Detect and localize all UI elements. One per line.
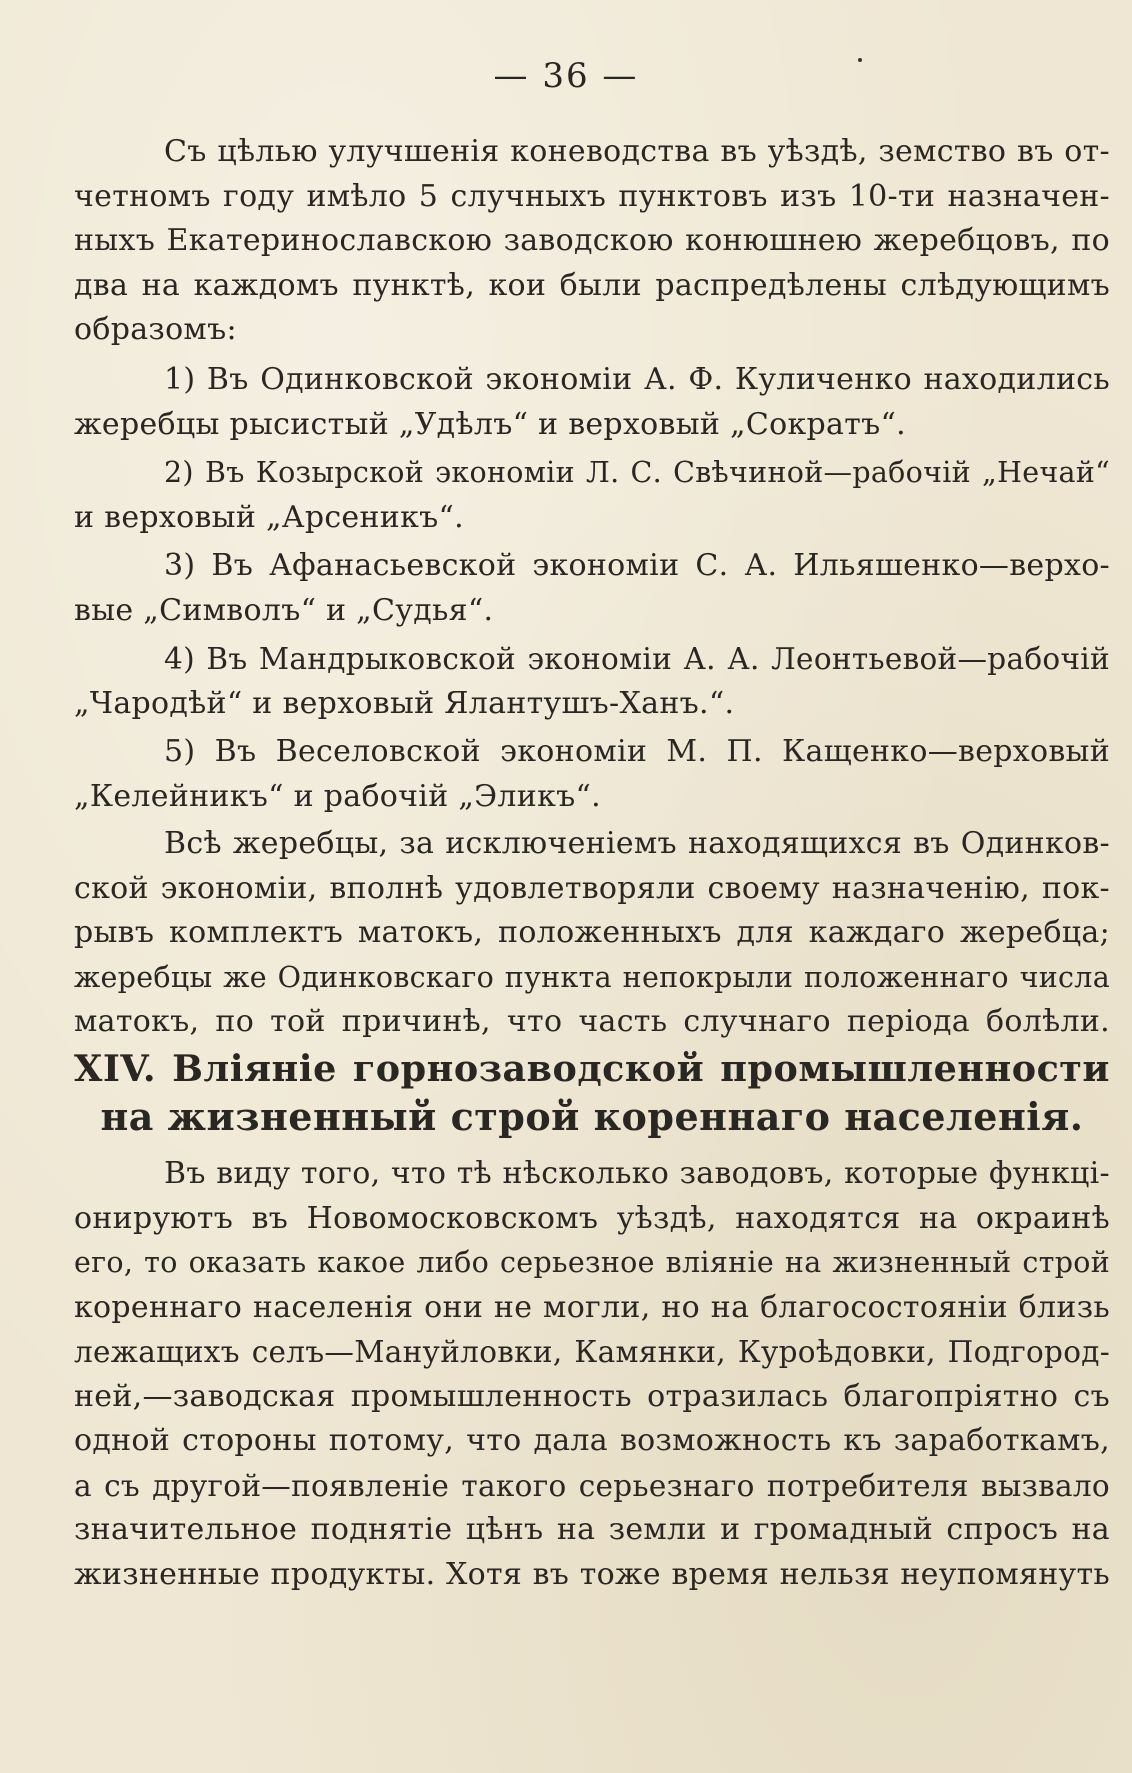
text-line: а съ другой—появленіе такого серьезнаго потребителя вызвало xyxy=(74,1468,1110,1503)
text-line: матокъ, по той причинѣ, что часть случнаго періода болѣли. xyxy=(74,1004,1110,1039)
text-line: четномъ году имѣло 5 случныхъ пунктовъ изъ 10-ти назначен- xyxy=(74,178,1110,214)
text-line: вые „Символъ“ и „Судья“. xyxy=(74,592,494,628)
text-line: рывъ комплектъ матокъ, положенныхъ для каждаго жеребца; xyxy=(74,915,1110,950)
intro-paragraph xyxy=(74,130,1110,353)
section-heading xyxy=(74,1045,1110,1141)
text-line: „Чародѣй“ и верховый Ялантушъ-Ханъ.“. xyxy=(74,685,735,721)
text-line: значительное поднятіе цѣнъ на земли и громадный спросъ на xyxy=(74,1512,1110,1547)
section-body xyxy=(74,1152,1110,1597)
text-line: его, то оказать какое либо серьезное вліяніе на жизненный строй xyxy=(74,1246,1110,1279)
list-item xyxy=(74,730,1110,819)
text-line: ней,—заводская промышленность отразилась благопріятно съ xyxy=(74,1378,1110,1414)
heading-line: XIV. Вліяніе горнозаводской промышленности xyxy=(74,1047,1110,1090)
list-item xyxy=(74,358,1110,447)
text-line: одной стороны потому, что дала возможность къ заработкамъ, xyxy=(74,1423,1110,1458)
heading-line: на жизненный строй кореннаго населенія. xyxy=(100,1094,1084,1139)
text-line: жеребцы же Одинковскаго пункта непокрыли положеннаго числа xyxy=(74,960,1110,994)
page-number: — 36 — xyxy=(493,56,639,96)
text-line: и верховый „Арсеникъ“. xyxy=(74,499,464,535)
text-line: ской экономіи, вполнѣ удовлетворяли своему назначенію, пок- xyxy=(74,870,1110,906)
list-item xyxy=(74,637,1110,726)
ink-speck xyxy=(858,58,862,62)
text-line: жизненные продукты. Хотя въ тоже время нельзя неупомянуть xyxy=(74,1556,1110,1592)
text-line: Съ цѣлью улучшенія коневодства въ уѣздѣ, земство въ от- xyxy=(164,134,1110,169)
list-item xyxy=(74,544,1110,633)
text-line: лежащихъ селъ—Мануйловки, Камянки, Куроѣдовки, Подгород- xyxy=(74,1335,1110,1369)
text-line: „Келейникъ“ и рабочій „Эликъ“. xyxy=(74,778,601,814)
text-line: 5) Въ Веселовской экономіи М. П. Кащенко—верховый xyxy=(164,734,1110,769)
text-line: Всѣ жеребцы, за исключеніемъ находящихся въ Одинков- xyxy=(164,826,1110,861)
text-line: образомъ: xyxy=(74,312,237,347)
text-line: 4) Въ Мандрыковской экономіи А. А. Леонтьевой—рабочій xyxy=(164,642,1110,676)
summary-paragraph xyxy=(74,822,1110,1045)
text-line: ныхъ Екатеринославскою заводскою конюшнею жеребцовъ, по xyxy=(74,223,1110,258)
text-line: два на каждомъ пунктѣ, кои были распредѣлены слѣдующимъ xyxy=(74,267,1110,303)
text-line: онируютъ въ Новомосковскомъ уѣздѣ, находятся на окраинѣ xyxy=(74,1200,1110,1236)
text-line: кореннаго населенія они не могли, но на благосостояніи близь xyxy=(74,1289,1110,1325)
list-item xyxy=(74,451,1110,540)
text-line: Въ виду того, что тѣ нѣсколько заводовъ, которые функці- xyxy=(164,1156,1110,1191)
text-line: 2) Въ Козырской экономіи Л. С. Свѣчиной—рабочій „Нечай“ xyxy=(164,456,1110,489)
stallion-list xyxy=(74,358,1110,819)
text-line: 1) Въ Одинковской экономіи А. Ф. Куличенко находились xyxy=(164,362,1110,397)
text-line: 3) Въ Афанасьевской экономіи С. А. Ильяшенко—верхо- xyxy=(164,548,1110,583)
text-line: жеребцы рысистый „Удѣлъ“ и верховый „Сократъ“. xyxy=(74,406,906,442)
